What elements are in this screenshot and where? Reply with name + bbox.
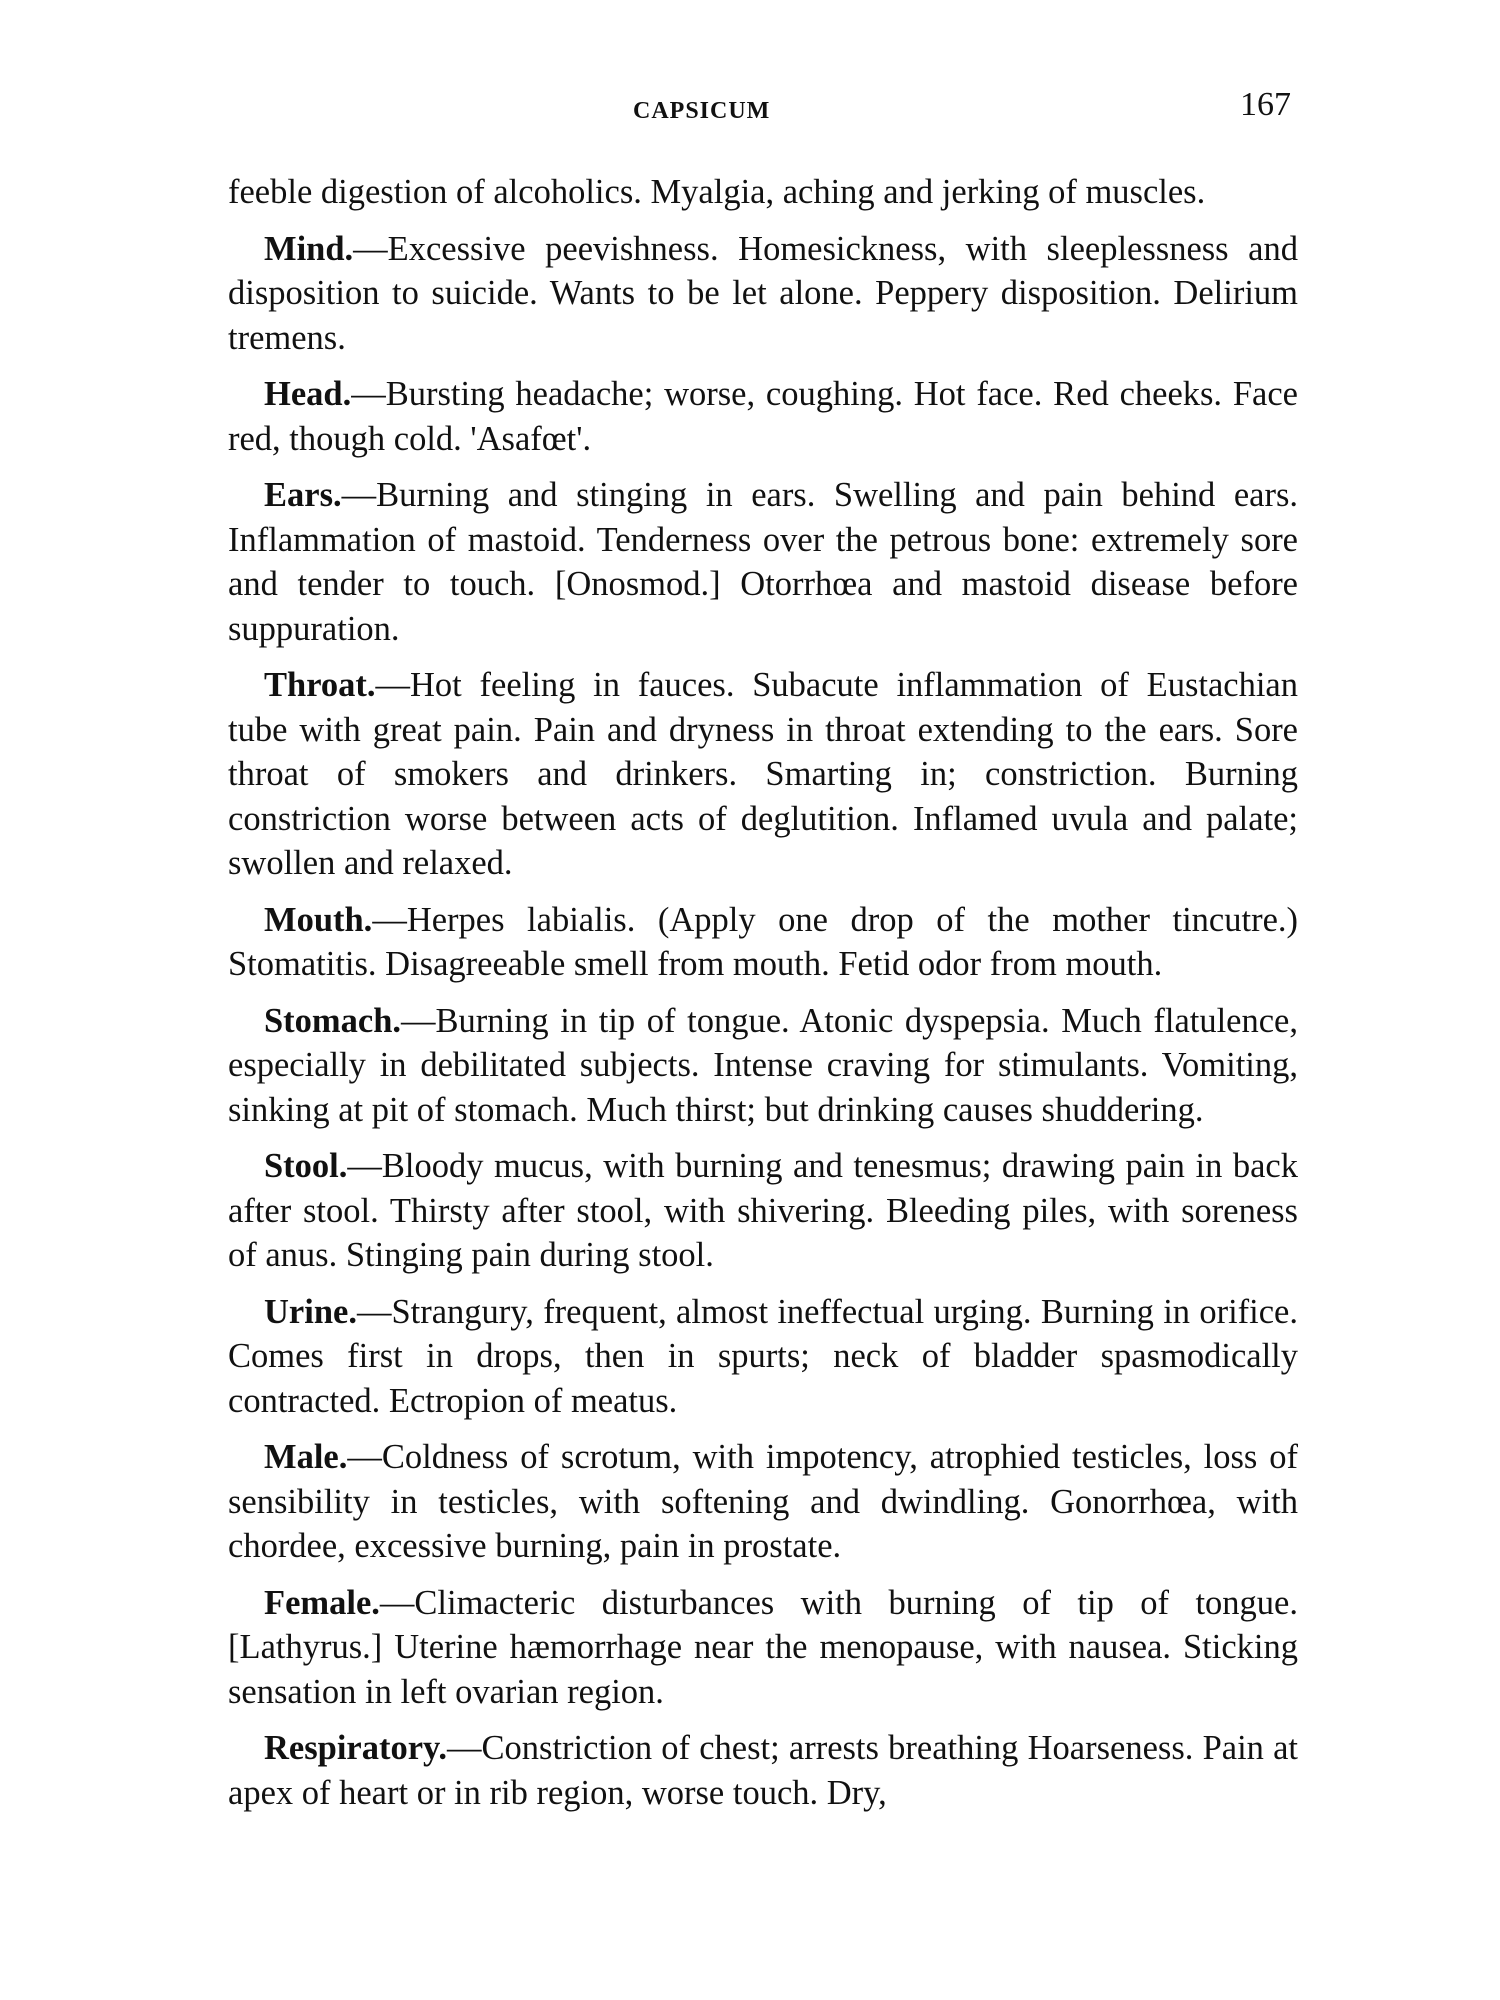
section-female bbox=[228, 1581, 1298, 1715]
section-heading: Throat. bbox=[264, 666, 376, 704]
section-heading: Female. bbox=[264, 1583, 380, 1622]
section-text: —Excessive peevishness. Homesickness, with sleeplessness and disposition to suicide. Wants to be let alone. Peppery disposition. Delirium tremens. bbox=[228, 229, 1298, 357]
section-text: —Climacteric disturbances with burning of tip of tongue. [Lathyrus.] Uterine hæmorrhage near the menopause, with nausea. Sticking sensation in left ovarian region. bbox=[228, 1583, 1298, 1711]
section-text: —Strangury, frequent, almost ineffectual urging. Burning in orifice. Comes first in drops, then in spurts; neck of bladder spasmodically contracted. Ectropion of meatus. bbox=[228, 1292, 1298, 1420]
section-heading: Ears. bbox=[264, 476, 342, 514]
section-stomach bbox=[228, 999, 1298, 1133]
section-text: —Hot feeling in fauces. Subacute inflammation of Eustachian tube with great pain. Pain and dryness in throat extending to the ears. Sore throat of smokers and drinkers. Smarting in; constriction. Burning constriction worse between acts of deglutition. Inflamed uvula and palate; swollen and relaxed. bbox=[228, 666, 1298, 882]
section-text: —Herpes labialis. (Apply one drop of the mother tincutre.) Stomatitis. Disagreeable smell from mouth. Fetid odor from mouth. bbox=[228, 900, 1298, 983]
section-heading: Urine. bbox=[264, 1292, 357, 1331]
running-title: CAPSICUM bbox=[633, 98, 771, 124]
section-respiratory bbox=[228, 1726, 1298, 1815]
section-stool bbox=[228, 1144, 1298, 1278]
section-mouth bbox=[228, 898, 1298, 987]
section-heading: Mouth. bbox=[264, 900, 373, 939]
section-heading: Respiratory. bbox=[264, 1729, 448, 1767]
section-head bbox=[228, 372, 1298, 461]
section-male bbox=[228, 1435, 1298, 1569]
section-ears bbox=[228, 473, 1298, 651]
section-heading: Mind. bbox=[264, 229, 354, 268]
section-heading: Stomach. bbox=[264, 1001, 402, 1040]
section-urine bbox=[228, 1290, 1298, 1424]
section-text: —Coldness of scrotum, with impotency, atrophied testicles, loss of sensibility in testicles, with softening and dwindling. Gonorrhœa, with chordee, excessive burning, pain in prostate. bbox=[228, 1438, 1298, 1565]
section-text: —Bloody mucus, with burning and tenesmus; drawing pain in back after stool. Thirsty after stool, with shivering. Bleeding piles, with soreness of anus. Stinging pain during stool. bbox=[228, 1147, 1298, 1274]
section-text: —Constriction of chest; arrests breathing Hoarseness. Pain at apex of heart or in rib region, worse touch. Dry, bbox=[228, 1729, 1298, 1812]
section-mind bbox=[228, 227, 1298, 361]
continuation-paragraph bbox=[228, 170, 1298, 215]
section-heading: Male. bbox=[264, 1438, 348, 1476]
continuation-text: feeble digestion of alcoholics. Myalgia, aching and jerking of muscles. bbox=[228, 173, 1206, 211]
section-text: —Bursting headache; worse, coughing. Hot face. Red cheeks. Face red, though cold. 'Asafœt'. bbox=[228, 375, 1298, 458]
section-text: —Burning and stinging in ears. Swelling and pain behind ears. Inflammation of mastoid. Tenderness over the petrous bone: extremely sore and tender to touch. [Onosmod.] Otorrhœa and mastoid disease before suppuration. bbox=[228, 476, 1298, 648]
page-body bbox=[228, 170, 1298, 1827]
section-text: —Burning in tip of tongue. Atonic dyspepsia. Much flatulence, especially in debilitated subjects. Intense craving for stimulants. Vomiting, sinking at pit of stomach. Much thirst; but drinking causes shuddering. bbox=[228, 1001, 1298, 1129]
section-heading: Head. bbox=[264, 375, 352, 413]
page-number: 167 bbox=[1240, 86, 1291, 123]
section-heading: Stool. bbox=[264, 1147, 348, 1185]
section-throat bbox=[228, 663, 1298, 886]
